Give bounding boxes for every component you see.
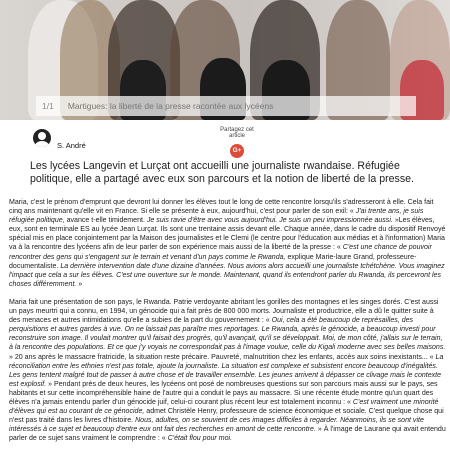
text-run: » Pendant près de deux heures, les lycéens ont posé de nombreuses questions sur son parcours mais aussi sur le pays, ses habitants et sur cette incompréhensible haine de l'autre qui a conduit le pays au massacre. Si une récente étude montre qu'un quart des élèves n'a jamais entendu parler d'un génocide juif, celui-ci courant plus récent leur est totalement inconnu : «: [9, 380, 438, 406]
photo-counter: 1/1: [42, 101, 54, 111]
text-run: J'ai trente ans, je suis réfugiée politique,: [9, 208, 424, 225]
text-run: C'est une chance de pouvoir rencontrer des gens qui s'engagent sur le terrain et venant d'un pays comme le Rwanda,: [9, 244, 432, 261]
share-widget: [212, 127, 262, 158]
text-run: »Les élèves, eux, sont en terminale ES au lycée Jean Lurçat. Ils sont une trentaine assis devant elle. Chaque année, dans le cadre du dispositif Renvoyé spécial mis en place conjointement par la Maison des journalistes et le Clemi (le centre pour l'éducation aux médias et à l'information) Maria va à la rencontre des lycéens afin de leur parler de son expérience mais aussi de la liberté de la presse : «: [9, 217, 446, 252]
author-byline: [33, 129, 86, 150]
google-plus-share-icon[interactable]: G+: [230, 144, 244, 158]
text-run: » À l'image de Laurane qui avait entendu parler de ce sujet sans vraiment le comprendre : «: [9, 426, 446, 443]
text-run: La réconciliation entre les ethnies n'est pas totale, ajoute la journaliste. La situation est complexe et subsistent encore beaucoup d'inégalités. Les gens tentent malgré tout de passer à autre chose et de travailler ensemble. Les jeunes arrivent à dépasser ce clivage mais le contexte est explosif.: [9, 353, 444, 388]
photo-caption: [36, 96, 416, 116]
text-run: » 20 ans après le massacre fratricide, la situation reste précaire. Pauvreté, malnutrition chez les enfants, accès aux soins inexistants... «: [9, 353, 436, 361]
text-run: C'est vraiment une minorité d'élèves qui est au courant de ce génocide,: [9, 398, 439, 416]
text-run: C'était flou pour moi.: [167, 435, 233, 443]
author-avatar-icon: [33, 129, 51, 147]
text-run: Je suis ravie d'être avec vous aujourd'hui. Je suis un peu impressionnée aussi.: [146, 217, 393, 225]
text-run: explique Marie-laure Grand, professeure-documentaliste.: [9, 253, 417, 270]
article-lead: Les lycées Langevin et Lurçat ont accueilli une journaliste rwandaise. Réfugiée politique, elle a partagé avec eux son parcours et la notion de liberté de la presse.: [30, 160, 414, 185]
article-body: [9, 198, 446, 450]
text-run: La dernière intervention date d'une dizaine d'années. Nous avions alors accueilli une journaliste tchétchène. Vous imaginez l'impact que cela a sur les élèves. C'est une ouverture sur le monde. Maintenant, quand ils entendront parler du Rwanda, ils percevront les choses différemment.: [9, 262, 445, 288]
photo-caption-text: Martigues: la liberté de la presse racontée aux lycéens: [67, 101, 274, 111]
text-run: avance t-elle timidement.: [64, 217, 147, 225]
text-run: Oui, cela a été beaucoup de représailles, des perquisitions et autres gardes à vue. On ne laissait pas paraître mes reportages. Le Rwanda, après le génocide, a beaucoup investi pour reconstruire son image. Il voulait montrer qu'il faisait des progrès, qu'il avançait, qu'il se développait. Moi, de mon côté, j'allais sur le terrain, à la rencontre des populations. Et ce que j'y voyais ne correspondait pas à l'image voulue, celle du Kigali moderne avec ses belles maisons.: [9, 317, 446, 352]
body-paragraph-2: [9, 298, 446, 444]
text-run: admet Christèle Henry, professeure de science économique et sociale. C'est quelque chose qui n'est pas traité dans les livres d'histoire.: [9, 408, 444, 425]
article-photo[interactable]: [0, 0, 450, 120]
text-run: Nous, adultes, on se souvient de ces images difficiles à regarder. Néanmoins, ils se sont vite intéressés à ce sujet et beaucoup d'entre eux ont fait des recherches en amont de cette rencontre.: [9, 417, 424, 434]
share-label: Partagez cet article: [220, 127, 254, 139]
text-run: Maria, c'est le prénom d'emprunt que devront lui donner les élèves tout le long de cette rencontre lorsqu'ils s'adresseront à elle. Cela fait cinq ans maintenant qu'elle vit en France. Si elle se présente à eux, aujourd'hui, c'est pour parler de son exil: «: [9, 199, 434, 216]
text-run: »: [76, 280, 83, 288]
body-paragraph-1: [9, 198, 446, 289]
text-run: Maria fait une présentation de son pays, le Rwanda. Patrie verdoyante abritant les gorilles des montagnes et les singes dorés. C'est aussi un pays meurtri qui a connu, en 1994, un génocide qui a fait près de 800 000 morts. Journaliste et productrice, elle a dû le quitter suite à des menaces et autres intimidations qu'elle a subies de la part du gouvernement : «: [9, 298, 439, 325]
author-name: S. André: [57, 140, 86, 150]
